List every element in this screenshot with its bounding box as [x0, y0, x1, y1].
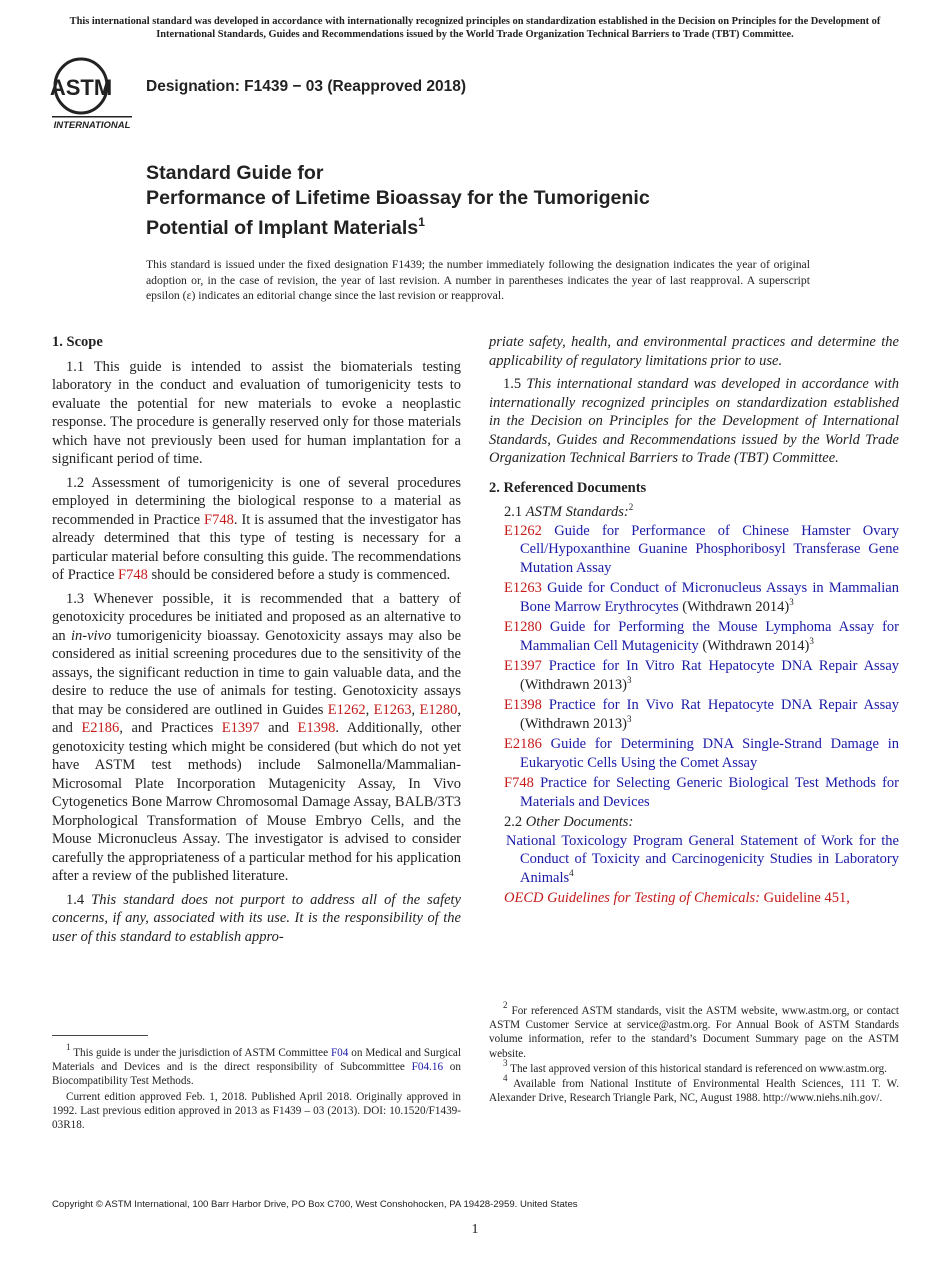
- standard-withdrawn-note: (Withdrawn 2013): [520, 676, 627, 693]
- link-e2186[interactable]: E2186: [81, 720, 120, 736]
- para-1-4: [52, 891, 461, 947]
- page-title: [146, 161, 650, 241]
- footnote-3: [489, 1057, 899, 1076]
- standard-ref-e1398[interactable]: [489, 696, 899, 733]
- footnote-2-text: For referenced ASTM standards, visit the ASTM website, www.astm.org, or contact ASTM Customer Service at service@astm.org. For Annual Book of ASTM Standards volume information, refer to the standard’s Document Summary page on the ASTM website.: [489, 1005, 899, 1060]
- para-1-3-text-d: and: [259, 720, 298, 736]
- standards-list: [489, 522, 899, 812]
- para-1-5-italic: This international standard was developed in accordance with internationally recognized principles on standardization established in the Decision on Principles for the Development of International Standards, Guides and Recommendations issued by the World Trade Organization Technical Barriers to Trade (TBT) Committee.: [489, 376, 899, 466]
- link-f04-16[interactable]: F04.16: [411, 1061, 444, 1074]
- standard-withdrawn-note: (Withdrawn 2014): [698, 637, 810, 654]
- footnote-3-text: The last approved version of this historical standard is referenced on www.astm.org.: [510, 1062, 887, 1075]
- footnote-marker: 4: [503, 1073, 508, 1084]
- referenced-heading: 2. Referenced Documents: [489, 479, 647, 496]
- para-1-2-text-c: should be considered before a study is commenced.: [147, 567, 451, 583]
- current-edition: Current edition approved Feb. 1, 2018. Published April 2018. Originally approved in 1992. Last previous edition approved in 2013 as F1439 – 03 (2013). DOI: 10.1520/F1439-03R18.: [52, 1090, 461, 1132]
- scope-heading: 1. Scope: [52, 334, 103, 350]
- footnote-marker: 3: [626, 674, 632, 685]
- para-1-1: 1.1 This guide is intended to assist the biomaterials testing laboratory in the conduct and evaluation of tumorigenicity tests to evaluate the potential for new materials to evoke a neoplastic response. The procedure is generally reserved only for those materials which have not previously been used for human implantation for a significant period of time.: [52, 358, 461, 467]
- separator: ,: [411, 701, 420, 718]
- astm-logo-mark: [48, 56, 134, 132]
- footnote-marker: 3: [789, 596, 794, 607]
- standard-code[interactable]: E2186: [504, 736, 542, 752]
- standard-ref-e1397[interactable]: [489, 657, 899, 694]
- other-doc-oecd-italic[interactable]: OECD Guidelines for Testing of Chemicals:: [504, 890, 761, 906]
- footnote-marker: 3: [503, 1057, 508, 1068]
- para-1-3: [52, 590, 461, 886]
- para-1-2-text-a: 1.2 Assessment of tumorigenicity is one of several procedures employed in determining the biological response to a material as recommended in Practice: [52, 474, 461, 528]
- subsection-2-1-number: 2.1: [504, 504, 526, 520]
- link-f748[interactable]: F748: [118, 567, 148, 583]
- subsection-2-2: [489, 813, 899, 832]
- designation: Designation: F1439 − 03 (Reapproved 2018): [146, 78, 467, 95]
- standard-title[interactable]: Practice for Selecting Generic Biological Test Methods for Materials and Devices: [520, 775, 899, 810]
- para-1-4-cont-text: priate safety, health, and environmental practices and determine the applicability of regulatory limitations prior to use.: [489, 334, 899, 369]
- para-1-4-italic: This standard does not purport to address all of the safety concerns, if any, associated with its use. It is the responsibility of the user of this standard to establish appro-: [52, 891, 461, 945]
- standard-code[interactable]: E1398: [504, 697, 542, 713]
- footnote-marker: 2: [503, 1000, 508, 1010]
- footnote-marker: 1: [66, 1042, 71, 1052]
- link-e1280[interactable]: E1280: [419, 701, 458, 718]
- separator: ,: [365, 701, 374, 718]
- link-e1263[interactable]: E1263: [373, 701, 412, 718]
- footnote-rule: [52, 1035, 148, 1036]
- standard-ref-e1263[interactable]: [489, 579, 899, 616]
- standard-withdrawn-note: (Withdrawn 2013): [520, 715, 627, 732]
- standard-code[interactable]: F748: [504, 775, 534, 791]
- footnote-marker: 2: [628, 502, 634, 512]
- logo-subtext: INTERNATIONAL: [53, 120, 131, 131]
- footnotes-right: [489, 1000, 899, 1106]
- logo-text: ASTM: [49, 75, 113, 100]
- footnote-4: [489, 1073, 899, 1105]
- right-column: [489, 333, 899, 908]
- standard-code[interactable]: E1280: [504, 619, 542, 635]
- standard-title[interactable]: Practice for In Vivo Rat Hepatocyte DNA Repair Assay: [548, 697, 899, 713]
- para-1-2-text-b: . It is assumed that the investigator has already determined that this type of testing is necessary for a particular material before consulting this guide. The recommendations of Practice: [52, 511, 461, 583]
- footnotes-left: [52, 1042, 461, 1133]
- standard-title[interactable]: Guide for Conduct of Micronucleus Assays in Mammalian Bone Marrow Erythrocytes: [520, 580, 899, 615]
- standard-ref-f748[interactable]: [489, 774, 899, 811]
- other-doc-oecd-rest[interactable]: Guideline 451,: [760, 890, 850, 906]
- left-column: [52, 333, 461, 951]
- standard-title[interactable]: Guide for Performance of Chinese Hamster Ovary Cell/Hypoxanthine Guanine Phosphoribosyl Transferase Gene Mutation Assay: [520, 522, 899, 576]
- link-f04[interactable]: F04: [330, 1047, 349, 1059]
- standard-code[interactable]: E1397: [504, 658, 542, 674]
- para-1-5-number: 1.5: [503, 376, 527, 392]
- link-e1397[interactable]: E1397: [221, 720, 260, 736]
- title-line-1: Standard Guide for: [146, 162, 324, 184]
- para-1-3-text-c: , and Practices: [119, 720, 222, 736]
- separator: , and: [52, 701, 462, 736]
- page-number: 1: [471, 1222, 479, 1237]
- other-doc-ntp-title[interactable]: National Toxicology Program General Statement of Work for the Conduct of Toxicity and Carcinogenicity Studies in Laboratory Animals: [506, 832, 899, 886]
- footnote-1: [52, 1042, 461, 1089]
- title-line-3: [146, 210, 650, 241]
- footnote-1-text-b: on Medical and Surgical Materials and Devices and is the direct responsibility of Subcommittee: [52, 1047, 461, 1074]
- standard-title[interactable]: Practice for In Vitro Rat Hepatocyte DNA Repair Assay: [548, 658, 900, 674]
- para-1-3-text-b: tumorigenicity bioassay. Genotoxicity assays may also be considered as initial screening procedures due to the sensitivity of the assays, the significant reduction in time to gain valuable data, and the desire to reduce the use of animals for testing. Genotoxicity assays that may be considered are outlined in Guides: [52, 627, 462, 718]
- para-1-3-text-e: . Additionally, other genotoxicity testing which might be considered (but which do not yet have ASTM test methods) include Salmonella/Mammalian-Microsomal Plate Incorporation Mutagenicity Assay, In Vivo Cytogenetics Bone Marrow Chromosomal Damage Assay, BALB/3T3 Morphological Transformation of Mouse Embryo Cells, and the Mouse Micronucleus Assay. The investigator is advised to consider carefully the appropriateness of a particular method for his application after a review of the published literature.: [52, 720, 462, 884]
- standard-code[interactable]: E1262: [504, 522, 542, 539]
- subsection-2-2-title: Other Documents:: [525, 814, 634, 830]
- footnote-marker: 3: [626, 713, 632, 724]
- standard-ref-e1280[interactable]: [489, 618, 899, 655]
- astm-logo: [48, 56, 134, 132]
- para-1-3-text-a: 1.3 Whenever possible, it is recommended that a battery of genotoxicity procedures be initiated and proposed as an alternative to an: [52, 590, 461, 644]
- header-notice: This international standard was developed in accordance with internationally recognized principles on standardization established in the Decision on Principles for the Development of International Standards, Guides and Recommendations issued by the World Trade Organization Technical Barriers to Trade (TBT) Committee.: [69, 16, 881, 40]
- footnote-4-text: Available from National Institute of Environmental Health Sciences, 111 T. W. Alexander Drive, Research Triangle Park, NC, August 1988. http://www.niehs.nih.gov/.: [489, 1078, 899, 1105]
- footnote-marker: 3: [809, 635, 814, 646]
- footnote-marker: 4: [569, 867, 574, 878]
- title-line-3-text: Potential of Implant Materials: [146, 217, 419, 239]
- para-1-2: [52, 474, 461, 585]
- link-e1398[interactable]: E1398: [297, 720, 336, 736]
- standard-withdrawn-note: (Withdrawn 2014): [678, 598, 790, 615]
- subsection-2-1: [489, 503, 899, 522]
- para-1-5: [489, 375, 899, 468]
- copyright: Copyright © ASTM International, 100 Barr Harbor Drive, PO Box C700, West Conshohocken, PA 19428-2959. United States: [52, 1199, 578, 1210]
- footnote-2: [489, 1000, 899, 1061]
- other-doc-oecd[interactable]: [489, 889, 899, 908]
- standard-title[interactable]: Guide for Performing the Mouse Lymphoma Assay for Mammalian Cell Mutagenicity: [520, 619, 900, 654]
- standard-ref-e2186[interactable]: [489, 735, 899, 772]
- footnote-1-text-a: This guide is under the jurisdiction of ASTM Committee: [73, 1047, 331, 1059]
- para-1-3-italic: in-vivo: [70, 627, 112, 644]
- standard-ref-e1262[interactable]: [489, 522, 899, 578]
- subsection-2-2-number: 2.2: [504, 814, 526, 830]
- para-1-4-number: 1.4: [66, 891, 92, 908]
- link-f748[interactable]: F748: [204, 511, 234, 528]
- link-e1262[interactable]: E1262: [327, 701, 366, 718]
- other-doc-ntp[interactable]: [489, 832, 899, 888]
- standard-title[interactable]: Guide for Determining DNA Single-Strand Damage in Eukaryotic Cells Using the Comet Assay: [520, 736, 899, 771]
- para-1-4-continued: [489, 333, 899, 370]
- subsection-2-1-title: ASTM Standards:: [525, 504, 629, 520]
- title-footnote-marker: 1: [418, 215, 425, 229]
- standard-code[interactable]: E1263: [504, 580, 542, 596]
- title-line-2: Performance of Lifetime Bioassay for the Tumorigenic: [146, 186, 650, 209]
- issued-note: This standard is issued under the fixed designation F1439; the number immediately following the designation indicates the year of original adoption or, in the case of revision, the year of last revision. A number in parentheses indicates the year of last reapproval. A superscript epsilon (ε) indicates an editorial change since the last revision or reapproval.: [146, 258, 810, 302]
- footnote-1-text-c: on Biocompatibility Test Methods.: [52, 1061, 461, 1088]
